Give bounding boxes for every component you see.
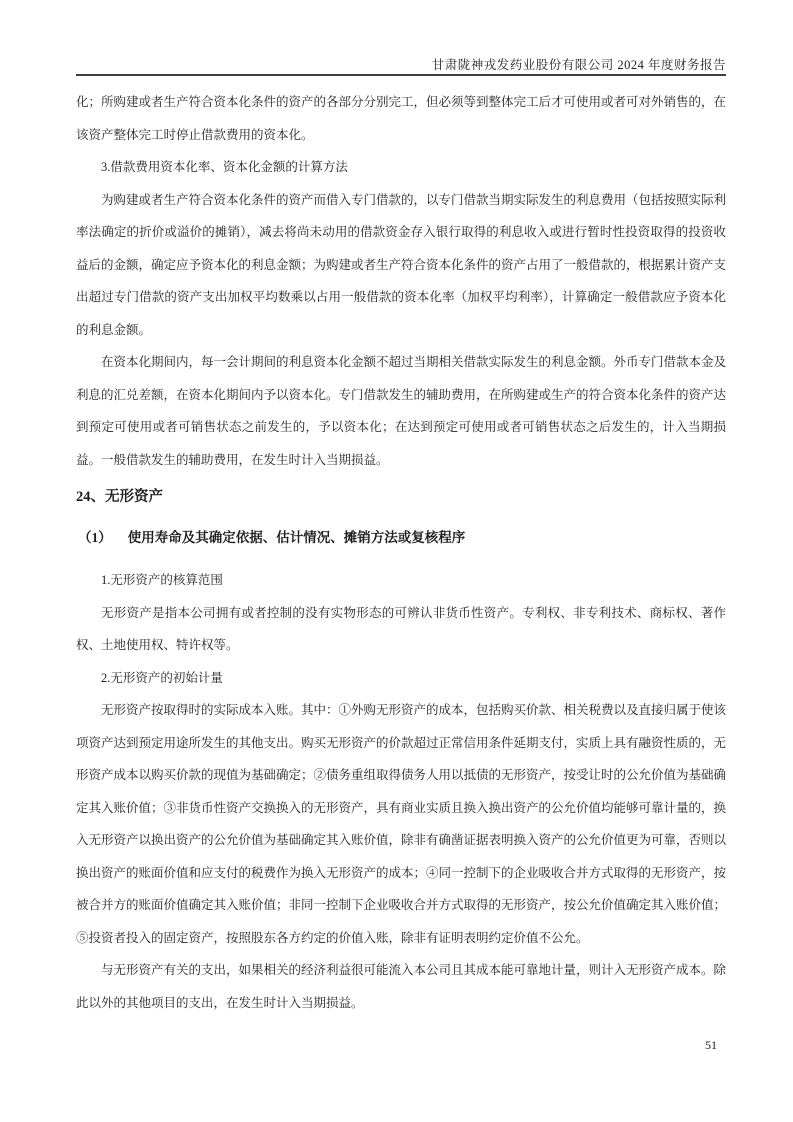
header-divider-rule	[76, 74, 726, 76]
paragraph-intangible-scope: 无形资产是指本公司拥有或者控制的没有实物形态的可辨认非货币性资产。专利权、非专利技术、商标权、著作权、土地使用权、特许权等。	[76, 605, 726, 652]
item-heading-initial-measurement: 2.无形资产的初始计量	[101, 670, 223, 685]
paragraph-special-borrowing: 为购建或者生产符合资本化条件的资产而借入专门借款的，以专门借款当期实际发生的利息费用（包括按照实际利率法确定的折价或溢价的摊销），减去将尚未动用的借款资金存入银行取得的利息收入或进行暂时性投资取得的投资收益后的金额，确定应予资本化的利息金额；为购建或者生产符合资本化条件的资产占用了一般借款的，根据累计资产支出超过专门借款的资产支出加权平均数乘以占用一般借款的资本化率（加权平均利率），计算确定一般借款应予资本化的利息金额。	[76, 192, 727, 337]
page-number: 51	[705, 1038, 717, 1052]
page-body	[76, 86, 726, 1019]
paragraph-intangible-expenditure: 与无形资产有关的支出，如果相关的经济利益很可能流入本公司且其成本能可靠地计量，则计入无形资产成本。除此以外的其他项目的支出，在发生时计入当期损益。	[76, 963, 727, 1010]
paragraph-borrowing-continuation: 化；所购建或者生产符合资本化条件的资产的各部分分别完工，但必须等到整体完工后才可使用或者可对外销售的，在该资产整体完工时停止借款费用的资本化。	[76, 95, 727, 142]
paragraph-initial-measurement: 无形资产按取得时的实际成本入账。其中：①外购无形资产的成本，包括购买价款、相关税费以及直接归属于使该项资产达到预定用途所发生的其他支出。购买无形资产的价款超过正常信用条件延期支付，实质上具有融资性质的，无形资产成本以购买价款的现值为基础确定；②债务重组取得债务人用以抵债的无形资产，按受让时的公允价值为基础确定其入账价值；③非货币性资产交换换入的无形资产，具有商业实质且换入换出资产的公允价值均能够可靠计量的，换入无形资产以换出资产的公允价值为基础确定其入账价值，除非有确凿证据表明换入资产的公允价值更为可靠，否则以换出资产的账面价值和应支付的税费作为换入无形资产的成本；④同一控制下的企业吸收合并方式取得的无形资产，按被合并方的账面价值确定其入账价值；非同一控制下企业吸收合并方式取得的无形资产，按公允价值确定其入账价值；⑤投资者投入的固定资产，按照股东各方约定的价值入账，除非有证明表明约定价值不公允。	[76, 703, 727, 945]
item-heading-borrowing-cap-rate: 3.借款费用资本化率、资本化金额的计算方法	[101, 160, 348, 174]
subsection-number: （1）	[78, 529, 112, 545]
subsection-heading-useful-life	[76, 522, 726, 555]
report-header-title: 甘肃陇神戎发药业股份有限公司 2024 年度财务报告	[431, 58, 726, 72]
paragraph-capitalization-period: 在资本化期间内，每一会计期间的利息资本化金额不超过当期相关借款实际发生的利息金额。外币专门借款本金及利息的汇兑差额，在资本化期间内予以资本化。专门借款发生的辅助费用，在所购建或生产的符合资本化条件的资产达到预定可使用或者可销售状态之前发生的，予以资本化；在达到预定可使用或者可销售状态之后发生的，计入当期损益。一般借款发生的辅助费用，在发生时计入当期损益。	[76, 355, 727, 467]
section-heading-intangible-assets: 24、无形资产	[76, 489, 163, 505]
item-heading-intangible-scope: 1.无形资产的核算范围	[101, 573, 223, 587]
subsection-title: 使用寿命及其确定依据、估计情况、摊销方法或复核程序	[127, 529, 466, 545]
